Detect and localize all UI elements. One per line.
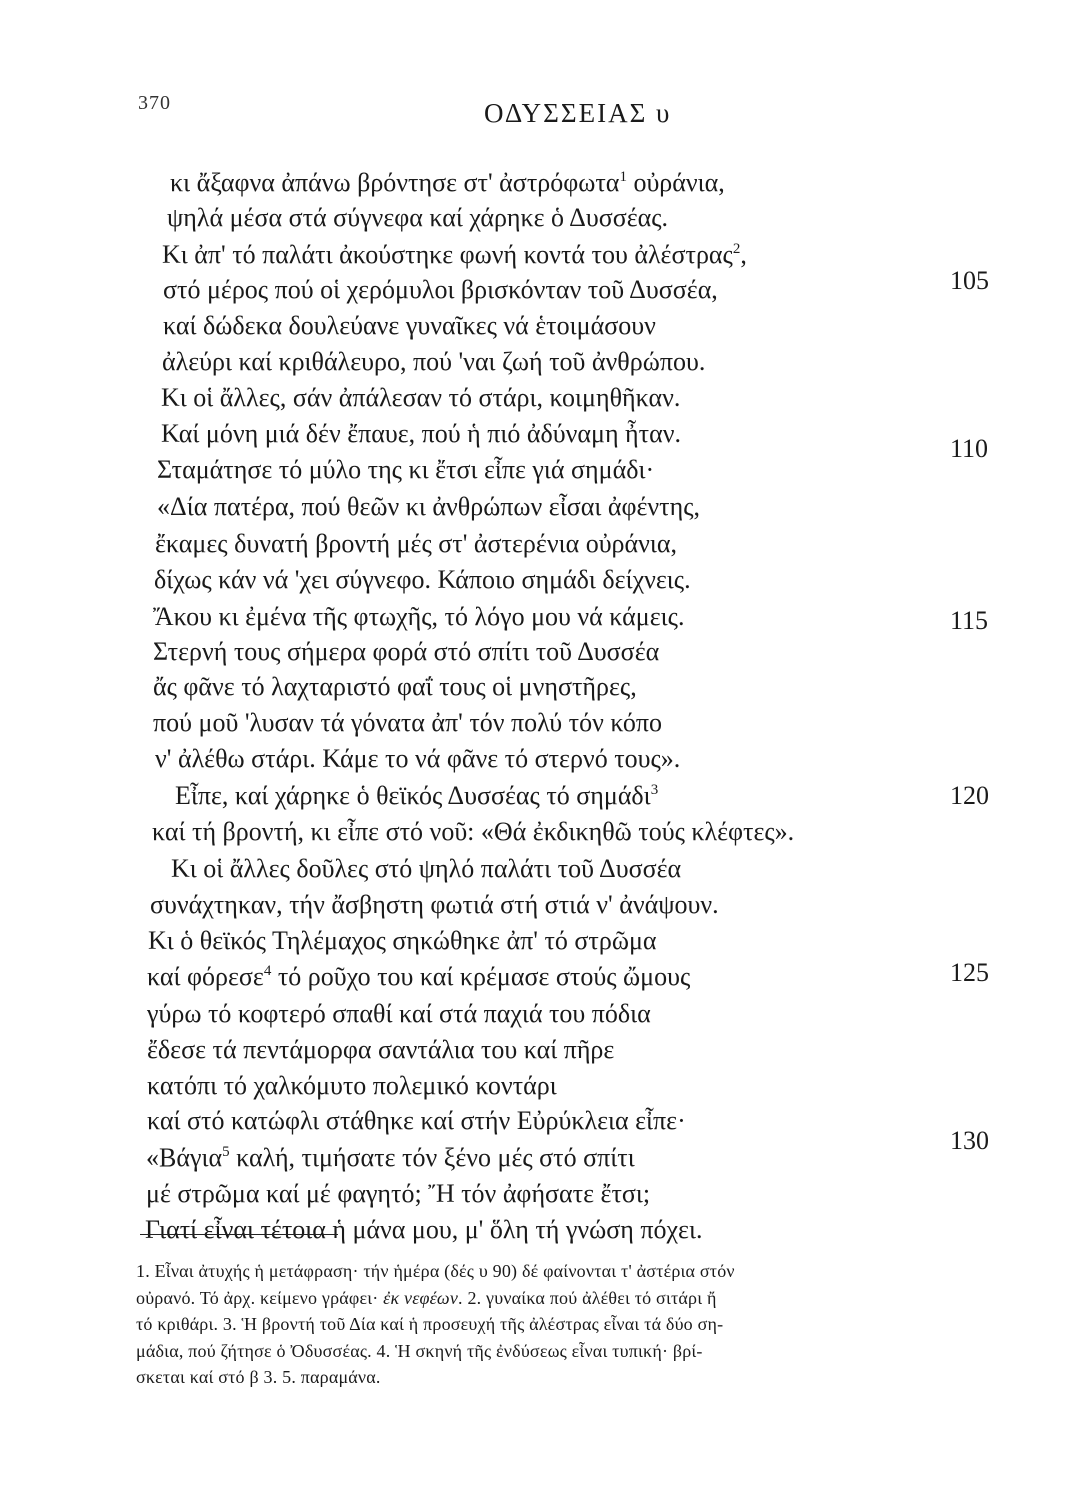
verse-line: κι ἄξαφνα ἀπάνω βρόντησε στ' ἀστρόφωτα$^1$ οὐράνια, [170,168,725,197]
footnote-marker: 2 [732,241,741,257]
verse-line: στό μέρος πού οἱ χερόμυλοι βρισκόνταν τοῦ Δυσσέα, [163,275,718,304]
footnote-line: 1. Εἶναι ἀτυχής ἡ μετάφραση· τήν ἡμέρα (δές υ 90) δέ φαίνονται τ' ἀστέρια στόν [136,1261,735,1281]
verse-line: καί στό κατώφλι στάθηκε καί στήν Εὐρύκλεια εἶπε· [147,1106,686,1135]
verse-line: ἔδεσε τά πεντάμορφα σαντάλια του καί πῆρε [147,1035,615,1064]
footnote-marker: 1 [619,169,627,185]
verse-line: καί φόρεσε$^4$ τό ροῦχο του καί κρέμασε στούς ὤμους [147,962,691,991]
line-number: 120 [950,781,989,810]
running-head: ΟΔΥΣΣΕΙΑΣ υ [484,98,672,128]
verse-line: δίχως κάν νά 'χει σύγνεφο. Κάποιο σημάδι δείχνεις. [154,565,691,594]
verse-line: ἀλεύρι καί κριθάλευρο, πού 'ναι ζωή τοῦ ἀνθρώπου. [162,347,706,376]
footnote-line: μάδια, πού ζήτησε ὁ Ὀδυσσέας. 4. Ἡ σκηνή τῆς ἐνδύσεως εἶναι τυπική· βρί- [136,1340,703,1361]
footnote-line: οὐρανό. Τό ἀρχ. κείμενο γράφει· ἐκ νεφέων. 2. γυναίκα πού ἀλέθει τό σιτάρι ἤ [136,1287,717,1308]
verse-line: γύρω τό κοφτερό σπαθί καί στά παχιά του πόδια [147,999,651,1028]
line-number: 125 [950,958,989,987]
verse-line: μέ στρῶμα καί μέ φαγητό; Ἤ τόν ἀφήσατε ἔτσι; [146,1179,651,1208]
footnote-marker: 3 [650,782,659,798]
verse-line: «Δία πατέρα, πού θεῶν κι ἀνθρώπων εἶσαι ἀφέντης, [157,492,700,521]
verse-line: Σταμάτησε τό μύλο της κι ἔτσι εἶπε γιά σημάδι· [157,455,655,484]
verse-line: Γιατί εἶναι τέτοια ἡ μάνα μου, μ' ὅλη τή γνώση πόχει. [145,1215,703,1244]
line-number: 110 [950,434,989,463]
verse-line: ἄς φᾶνε τό λαχταριστό φαΐ τους οἱ μνηστῆρες, [153,672,637,701]
verse-line: ἔκαμες δυνατή βροντή μές στ' ἀστερένια οὐράνια, [155,529,678,558]
line-number: 105 [950,266,989,295]
footnote-marker: 5 [222,1144,230,1160]
verse-line: ν' ἀλέθω στάρι. Κάμε το νά φᾶνε τό στερνό τους». [155,744,681,773]
verse-line: ψηλά μέσα στά σύγνεφα καί χάρηκε ὁ Δυσσέας. [167,203,669,232]
verse-line: Κι οἱ ἄλλες, σάν ἀπάλεσαν τό στάρι, κοιμηθῆκαν. [161,383,681,412]
footnote-separator [140,1234,338,1235]
verse-line: Στερνή τους σήμερα φορά στό σπίτι τοῦ Δυσσέα [153,637,660,666]
footnote-line: σκεται καί στό β 3. 5. παραμάνα. [136,1367,381,1387]
verse-line: Κι οἱ ἄλλες δοῦλες στό ψηλό παλάτι τοῦ Δυσσέα [171,854,682,883]
line-number: 115 [950,606,989,635]
page-number: 370 [138,92,171,114]
line-number: 130 [950,1126,989,1155]
verse-line: κατόπι τό χαλκόμυτο πολεμικό κοντάρι [147,1071,557,1100]
verse-line: Κι ὁ θεϊκός Τηλέμαχος σηκώθηκε ἀπ' τό στρῶμα [148,926,657,955]
verse-line: καί δώδεκα δουλεύανε γυναῖκες νά ἑτοιμάσουν [163,311,656,340]
verse-line: Ἄκου κι ἐμένα τῆς φτωχῆς, τό λόγο μου νά κάμεις. [153,602,685,631]
footnote-marker: 4 [263,963,272,979]
verse-line: Καί μόνη μιά δέν ἔπαυε, πού ἡ πιό ἀδύναμη ἦταν. [161,419,681,448]
verse-line: Κι ἀπ' τό παλάτι ἀκούστηκε φωνή κοντά του ἀλέστρας$^2$, [162,240,747,269]
verse-line: συνάχτηκαν, τήν ἄσβηστη φωτιά στή στιά ν' ἀνάψουν. [150,890,719,919]
verse-line: «Βάγια$^5$ καλή, τιμήσατε τόν ξένο μές στό σπίτι [146,1143,635,1172]
verse-line: Εἶπε, καί χάρηκε ὁ θεϊκός Δυσσέας τό σημάδι$^3$ [175,781,659,810]
footnotes [136,1258,994,1391]
verse-line: καί τή βροντή, κι εἶπε στό νοῦ: «Θά ἐκδικηθῶ τούς κλέφτες». [152,817,795,846]
verse-line: πού μοῦ 'λυσαν τά γόνατα ἀπ' τόν πολύ τόν κόπο [153,708,663,737]
footnote-line: τό κριθάρι. 3. Ἡ βροντή τοῦ Δία καί ἡ προσευχή τῆς ἀλέστρας εἶναι τά δύο ση- [136,1314,724,1334]
